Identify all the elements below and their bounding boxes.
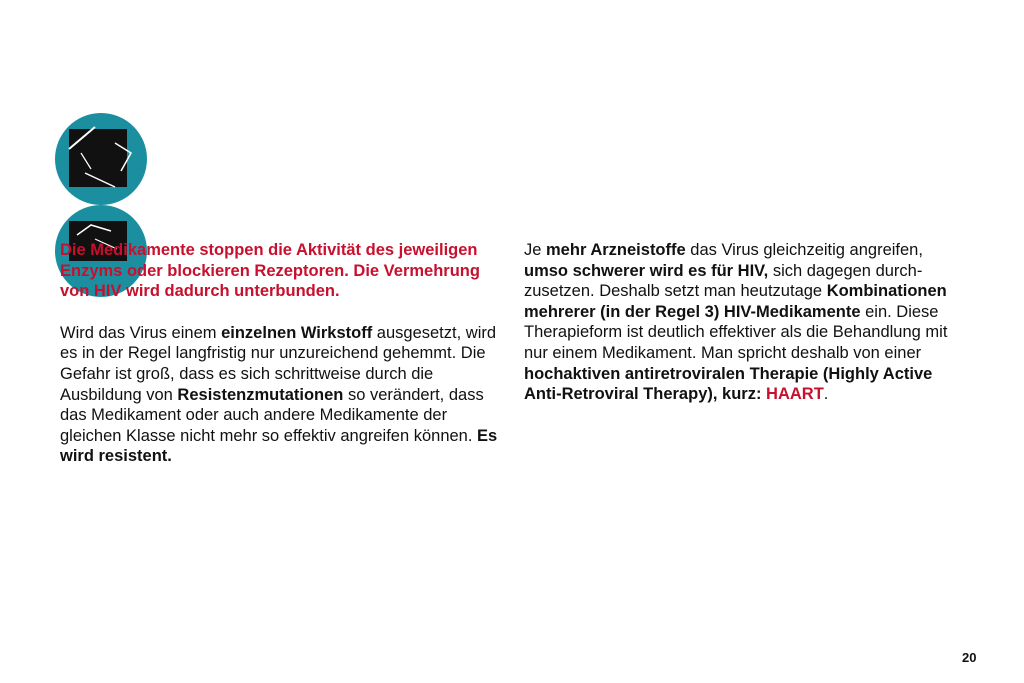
combination-therapy-paragraph [524, 240, 964, 405]
text-span: Je [524, 241, 547, 259]
pill-box-icon [55, 113, 147, 205]
intro-paragraph: Die Medikamente stoppen die Aktivität des jeweiligen Enzyms oder blockieren Rezeptoren. Die Vermehrung von HIV wird dadurch unterbunden. [60, 241, 480, 301]
haart-acronym: HAART [766, 385, 824, 404]
text-span: ausgesetzt, wird es in der Regel langfristig nur unzureichend gehemmt. Die Gefahr ist groß, dass es sich schrittweise durch die Ausbildung von [60, 323, 497, 404]
page-number: 20 [962, 650, 977, 665]
right-text-column [524, 240, 964, 405]
emphasis-resistant: Es wird resistent. [60, 426, 498, 466]
text-span: ein. Diese Therapieform ist deutlich effektiver als die Behandlung mit nur einem Medikament. Man spricht deshalb von einer [524, 302, 948, 362]
text-span: . [823, 385, 829, 404]
emphasis-combinations: Kombinationen mehrerer (in der Regel 3) HIV-Medikamente [524, 282, 947, 321]
emphasis-haart-definition: hochaktiven antiretroviralen Therapie (Highly Active Anti-Retroviral Therapy), kurz: [524, 364, 933, 404]
emphasis-more-drugs: mehr Arzneistoffe [546, 241, 686, 259]
left-text-column [60, 240, 500, 467]
emphasis-resistance-mutations: Resistenzmutationen [177, 385, 344, 404]
text-span: sich dagegen durchzusetzen. Deshalb setzt man heutzutage [524, 261, 923, 301]
text-span: das Virus gleichzeitig angreifen, [685, 241, 923, 259]
resistance-paragraph [60, 323, 500, 467]
emphasis-single-agent: einzelnen Wirkstoff [221, 323, 373, 342]
emphasis-harder-for-hiv: umso schwerer wird es für HIV, [524, 261, 769, 280]
text-span: Wird das Virus einem [60, 323, 222, 342]
text-span: so verändert, dass das Medikament oder auch andere Medikamente der gleichen Klasse nicht mehr so effektiv angreifen können. [60, 385, 484, 445]
